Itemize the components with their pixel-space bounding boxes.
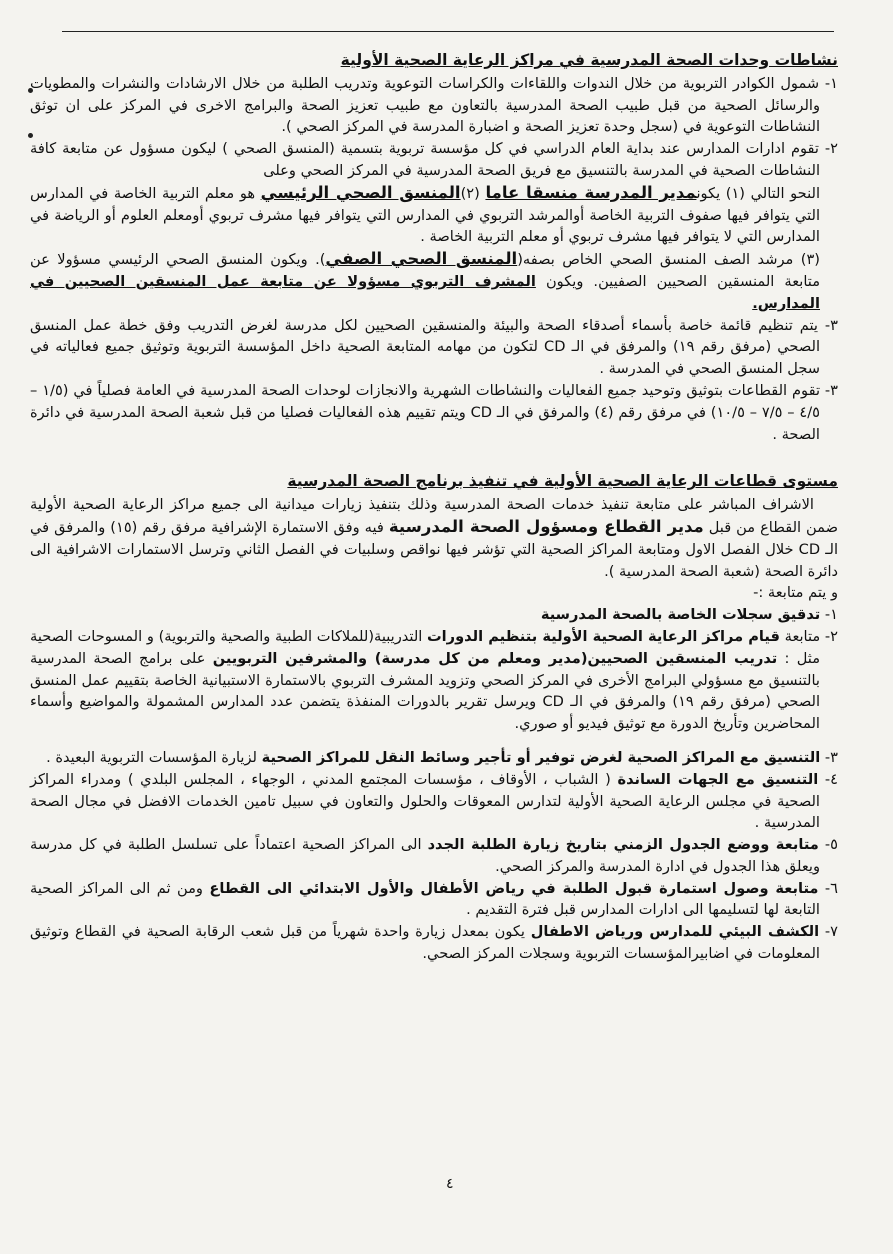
highlighted-term: المنسق الصحي الصفي bbox=[325, 249, 518, 269]
paragraph-item: ٦- متابعة وصول استمارة قبول الطلبة في رياض الأطفال والأول الابتدائي الى القطاع ومن ثم الى المراكز الصحية التابعة لها لتسليمها الى ادارات المدارس قبل فترة التقديم . bbox=[30, 879, 838, 919]
paragraph-item: ٣- يتم تنظيم قائمة خاصة بأسماء أصدقاء الصحة والبيئة والمنسقين الصحيين لكل مدرسة لغرض التدريب وفق خطة عمل المنسق الصحي (مرفق رقم ١٩) والمرفق في الـ CD لتكون من مهامه المتابعة الصحية داخل المؤسسة التربوية وتوثيق جميع فعالياته في سجل المنسق الصحي في المدرسة . bbox=[30, 316, 838, 378]
paragraph-item: ٣- التنسيق مع المراكز الصحية لغرض توفير أو تأجير وسائط النقل للمراكز الصحية لزيارة المؤسسات التربوية البعيدة . bbox=[46, 748, 838, 766]
intro-paragraph: الاشراف المباشر على متابعة تنفيذ خدمات الصحة المدرسية وذلك بتنفيذ زيارات ميدانية الى جميع مراكز الرعاية الصحية الأولية ضمن القطاع من قبل مدير القطاع ومسؤول الصحة المدرسية فيه وفق الاستمارة الإشرافية مرفق رقم (١٥) والمرفق في الـ CD خلال الفصل الاول ومتابعة المراكز الصحية التي تؤشر فيها نواقص وسلبيات في الفصل الثاني وترسل الاستمارات الاشرافية الى دائرة الصحة (شعبة الصحة المدرسية ). bbox=[30, 496, 838, 580]
paragraph-item: ٢- تقوم ادارات المدارس عند بداية العام الدراسي في كل مؤسسة تربوية بتسمية (المنسق الصحي ) ليكون مسؤول عن متابعة كافة النشاطات الصحية في المدرسة بالتنسيق مع فريق الصحة المدرسية في المركز الصحي وعلى bbox=[30, 140, 838, 179]
paragraph-item: ١- تدقيق سجلات الخاصة بالصحة المدرسية bbox=[540, 606, 838, 624]
highlighted-term: مدير المدرسة منسقا عاما bbox=[485, 182, 697, 202]
paragraph-item: ٢- متابعة قيام مراكز الرعاية الصحية الأولية بتنظيم الدورات التدريبية(للملاكات الطبية والصحية والتربوية) و المسوحات الصحية مثل : تدريب المنسقين الصحيين(مدير ومعلم من كل مدرسة) والمشرفين التربويين على برامج الصحة المدرسية بالتنسيق مع مسؤولي البرامج الأخرى في المركز الصحي وتزويد المشرف التربوي بالاستمارة الاستبيانية الخاصة بتقييم عمل المنسق الصحي (مرفق رقم ١٩) والمرفق في الـ CD ويرسل تقرير بالدورات المنفذة يتضمن عدد المدارس المشمولة والمواضيع وأسماء المحاضرين وتأريخ الدورة مع توثيق فيديو أو صوري. bbox=[30, 627, 838, 733]
paragraph-item: ٥- متابعة ووضع الجدول الزمني بتاريخ زيارة الطلبة الجدد الى المراكز الصحية اعتماداً على تسلسل الطلبة في كل مدرسة ويعلق هذا الجدول في ادارة المدرسة والمركز الصحي. bbox=[30, 836, 838, 875]
highlighted-term: المنسق الصحي الرئيسي bbox=[260, 182, 461, 202]
section-title: نشاطات وحدات الصحة المدرسية في مراكز الرعاية الصحية الأولية bbox=[340, 51, 838, 69]
highlighted-term: مدير القطاع ومسؤول الصحة المدرسية bbox=[388, 516, 704, 536]
follow-label: و يتم متابعة :- bbox=[753, 584, 838, 602]
paragraph-item: ٣- تقوم القطاعات بتوثيق وتوحيد جميع الفعاليات والنشاطات الشهرية والانجازات لوحدات الصحة المدرسية في العامة فصلياً في (١/٥ – ٤/٥ – ٧/٥ – ١٠/٥) في مرفق رقم (٤) والمرفق في الـ CD ويتم تقييم هذه الفعاليات فصليا من قبل شعبة الصحة المدرسية في دائرة الصحة . bbox=[30, 381, 839, 443]
paragraph-item: ٧- الكشف البيئي للمدارس ورياض الاطفال يكون بمعدل زيارة واحدة شهرياً من قبل شعب الرقابة الصحية في القطاع وتوثيق المعلومات في اضابيرالمؤسسات التربوية وسجلات المركز الصحي. bbox=[30, 923, 838, 963]
paragraph-item: ٤- التنسيق مع الجهات الساندة ( الشباب ، الأوقاف ، مؤسسات المجتمع المدني ، الوجهاء ، المجلس البلدي ) ومدراء المراكز الصحية في مجلس الرعاية الصحية الأولية لتدارس المعوقات والحلول والتعاون في سبيل تامين الخدمات الافضل في مجال الصحة المدرسية . bbox=[30, 770, 838, 832]
top-rule bbox=[62, 31, 834, 32]
paragraph-continuation: النحو التالي (١) يكونمدير المدرسة منسقا عاما (٢)المنسق الصحي الرئيسي هو معلم التربية الخاصة في المدارس التي يتوافر فيها صفوف التربية الخاصة أوالمرشد التربوي في المدارس التي يتوافر فيها مشرف تربوي أومعلم العلوم أو الرياضة في المدارس التي لا يتوافر فيها مشرف تربوي أو معلم التربية الخاصة . bbox=[30, 182, 820, 246]
document-body bbox=[30, 50, 838, 965]
highlighted-term: المشرف التربوي مسؤولا عن متابعة عمل المنسقين الصحيين في المدارس. bbox=[30, 272, 820, 312]
section-title: مستوى قطاعات الرعاية الصحية الأولية في تنفيذ برنامج الصحة المدرسية bbox=[287, 472, 838, 491]
paragraph-continuation: (٣) مرشد الصف المنسق الصحي الخاص بصفه(المنسق الصحي الصفي). ويكون المنسق الصحي الرئيسي مسؤولا عن متابعة المنسقين الصحيين الصفيين. ويكون المشرف التربوي مسؤولا عن متابعة عمل المنسقين الصحيين في المدارس. bbox=[30, 249, 821, 312]
paragraph-item: ١- شمول الكوادر التربوية من خلال الندوات واللقاءات والكراسات التوعوية وتدريب الطلبة من خلال الارشادات والنشرات والمطويات والرسائل الصحية من قبل طبيب الصحة المدرسية بالتعاون مع طبيب تعزيز الصحة والبرامج الاخرى في المركز على ان توثق النشاطات التوعوية في (سجل وحدة تعزيز الصحة و اضبارة المدرسة في المركز الصحي ). bbox=[30, 74, 838, 136]
page-number: ٤ bbox=[446, 1176, 454, 1192]
